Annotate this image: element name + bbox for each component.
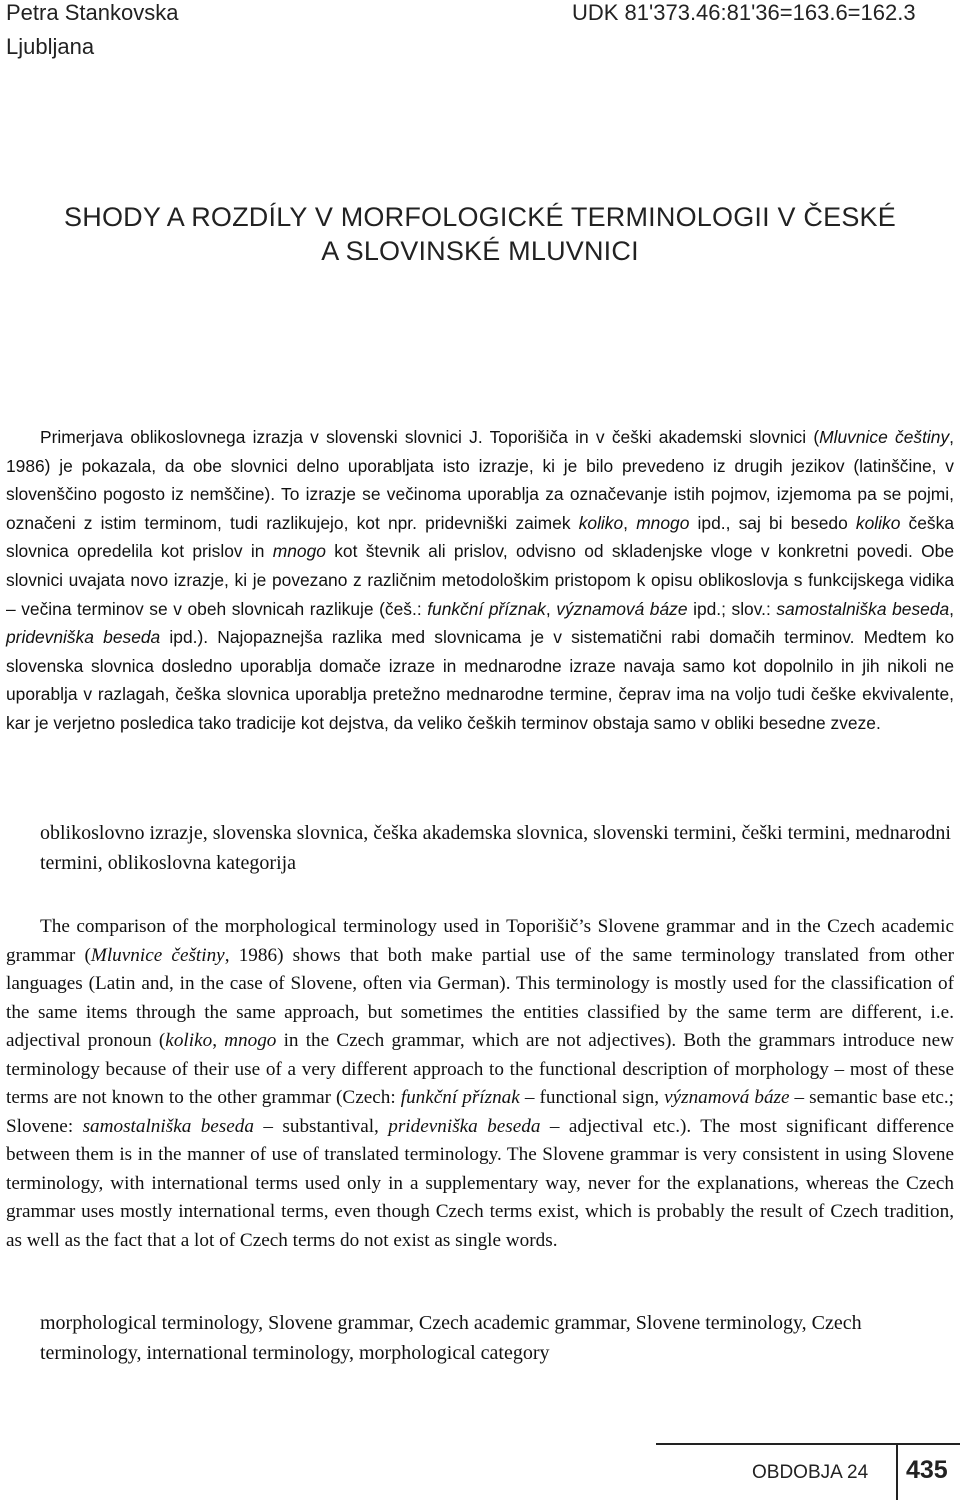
abstract-english: The comparison of the morphological terminology used in Toporišič’s Slovene grammar and in the Czech academic grammar (Mluvnice češtiny, 1986) shows that both make partial use of the same terminology translated from other languages (Latin and, in the case of Slovene, often via German). This terminology is mostly used for the classification of the same items through the same approach, but sometimes the entities classified by the same term are different, i.e. adjectival pronoun (koliko, mnogo in the Czech grammar, which are not adjectives). Both the grammars introduce new terminology because of their use of a very different approach to the functional description of morphology – most of these terms are not known to the other grammar (Czech: funkční příznak – functional sign, významová báze – semantic base etc.; Slovene: samostalniška beseda – substantival, pridevniška beseda – adjectival etc.). The most significant difference between them is in the manner of use of translated terminology. The Slovene grammar is very consistent in using Slovene terminology, with international terms used only in a supplementary way, never for the explanations, whereas the Czech grammar uses mostly international terms, even though Czech terms exist, which is probably the result of Czech tradition, as well as the fact that a lot of Czech terms do not exist as single words.: [6, 916, 955, 1251]
author-city: Ljubljana: [6, 34, 95, 59]
keywords-english: morphological terminology, Slovene grammar, Czech academic grammar, Slovene terminology, Czech terminology, international terminology, morphological category: [40, 1312, 862, 1364]
udk-code: UDK 81'373.46:81'36=163.6=162.3: [572, 0, 916, 25]
keywords-slovene: oblikoslovno izrazje, slovenska slovnica, češka akademska slovnica, slovenski termini, češki termini, mednarodni termini, oblikoslovna kategorija: [40, 822, 951, 874]
abstract-slovene: Primerjava oblikoslovnega izrazja v slovenski slovnici J. Toporišiča in v češki akademski slovnici (Mluvnice češtiny, 1986) je pokazala, da obe slovnici delno uporabljata isto izrazje, ki je bilo prevedeno iz drugih jezikov (latinščine, v slovenščino pogosto iz nemščine). To izrazje se večinoma uporablja za označevanje istih pojmov, izjemoma pa se pojmi, označeni z istim terminom, tudi razlikujejo, kot npr. pridevniški zaimek koliko, mnogo ipd., saj bi besedo koliko češka slovnica opredelila kot prislov in mnogo kot števnik ali prislov, odvisno od skladenjske vloge v konkretni povedi. Obe slovnici uvajata novo izrazje, ki je povezano z različnim metodološkim pristopom k opisu oblikoslovja s funkcijskega vidika – večina terminov se v obeh slovnicah razlikuje (češ.: funkční příznak, významová báze ipd.; slov.: samostalniška beseda, pridevniška beseda ipd.). Najopaznejša razlika med slovnicama je v sistematični rabi domačih terminov. Medtem ko slovenska slovnica dosledno uporablja domače izraze in mednarodne izraze navaja samo kot dopolnilo in jih nikoli ne uporablja v razlagah, češka slovnica uporablja pretežno mednarodne termine, čeprav ima na voljo tudi češke ekvivalente, kar je verjetno posledica tako tradicije kot dejstva, da veliko čeških terminov obstaja samo v obliki besedne zveze.: [6, 427, 955, 733]
author-name: Petra Stankovska: [6, 0, 179, 25]
page-number: 435: [906, 1456, 948, 1484]
article-title-line-1: SHODY A ROZDÍLY V MORFOLOGICKÉ TERMINOLOGII V ČESKÉ: [64, 202, 896, 232]
article-title-line-2: A SLOVINSKÉ MLUVNICI: [321, 236, 639, 266]
journal-name: OBDOBJA 24: [752, 1462, 869, 1483]
footer-rule: [656, 1443, 960, 1445]
footer-divider: [896, 1443, 898, 1500]
